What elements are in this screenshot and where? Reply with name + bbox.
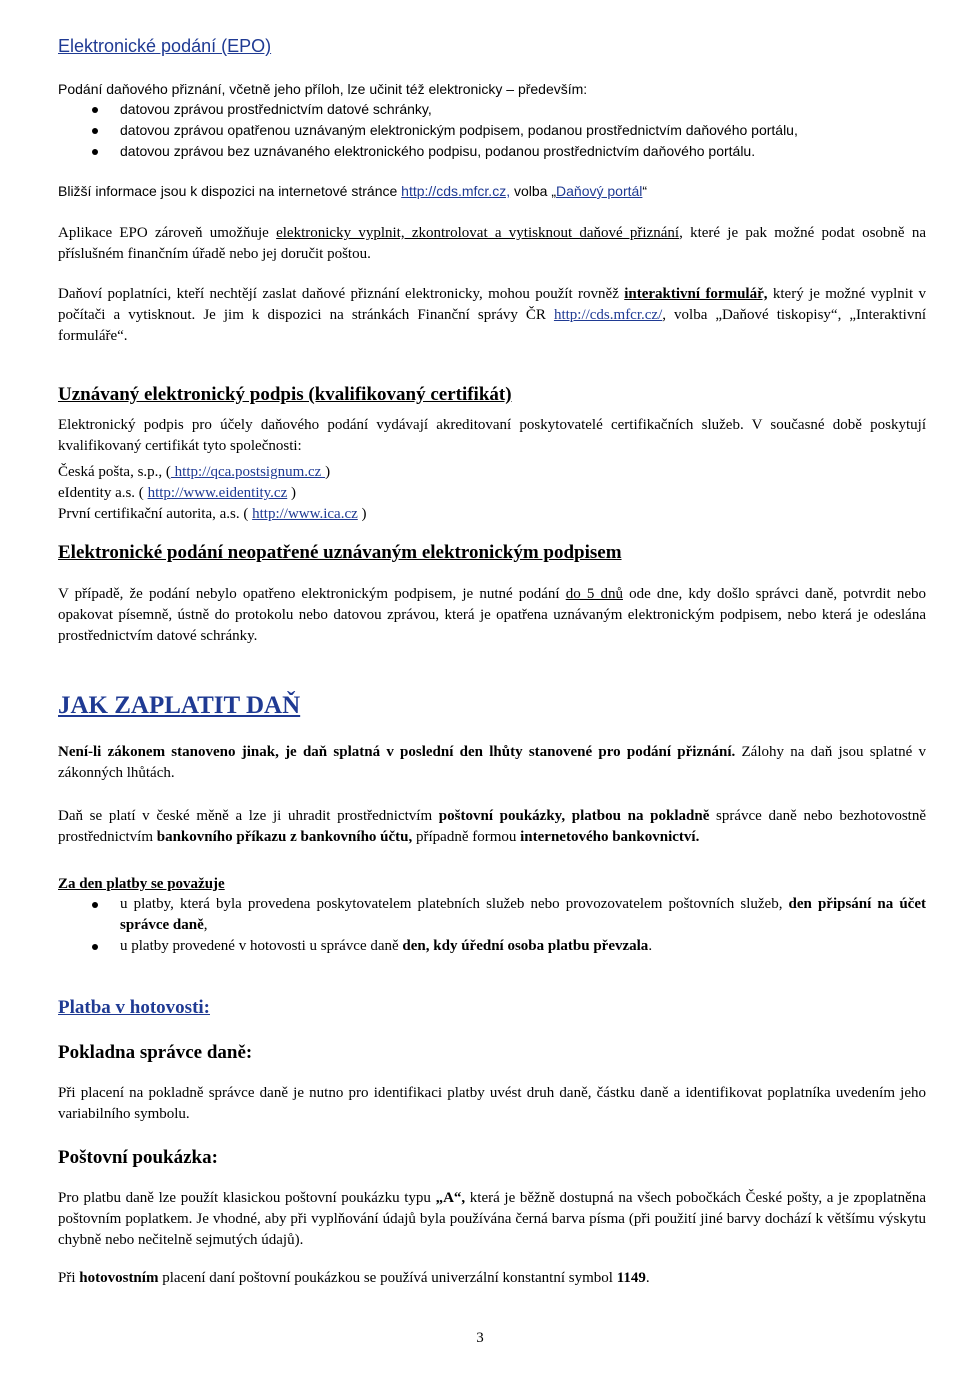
due-bold: Není-li zákonem stanoveno jinak, je daň splatná v poslední den lhůty stanovené pro podání přiznání.	[58, 744, 736, 760]
bullet-icon	[92, 107, 98, 113]
bold-text: hotovostním	[79, 1270, 159, 1286]
text: Pro platbu daně lze použít klasickou poštovní poukázku typu	[58, 1190, 436, 1206]
text: .	[648, 938, 653, 954]
text: u platby, která byla provedena poskytovatelem platebních služeb nebo provozovatelem poštovních služeb,	[120, 896, 789, 912]
list-item	[58, 894, 926, 936]
unsigned-heading: Elektronické podání neopatřené uznávaným elektronickým podpisem	[58, 542, 622, 563]
text: případně formou	[412, 829, 521, 845]
bold-text: den, kdy úřední osoba platbu převzala	[402, 938, 649, 954]
text: Daň se platí v české měně a lze ji uhradit prostřednictvím	[58, 808, 439, 824]
info-text: “	[642, 183, 648, 199]
cash-heading: Platba v hotovosti:	[58, 997, 210, 1018]
text: u platby provedené v hotovosti u správce daně	[120, 938, 403, 954]
text: která je běžně dostupná na všech pobočkách České pošty, a je zpoplatněna poštovním poplatkem. Je vhodné, aby při vyplňování údajů byla používána černá barva písma (při použití jiné barvy dochází k většímu výskytu chybně nebo nečitelně sejmutých údajů).	[58, 1190, 926, 1248]
postsignum-link[interactable]: http://qca.postsignum.cz	[170, 464, 326, 480]
text: který je možné vyplnit v počítači a vytisknout. Je jim k dispozici na stránkách Finanční správy ČR	[58, 286, 926, 323]
pay-methods-text	[58, 806, 926, 848]
payment-day-list	[58, 894, 926, 957]
bold-text: bankovního příkazu z bankovního účtu,	[156, 829, 413, 845]
epo-taxpayers-paragraph	[58, 284, 926, 347]
constant-symbol: 1149	[616, 1270, 646, 1286]
list-item	[58, 120, 926, 141]
text: Při	[58, 1270, 80, 1286]
ica-link[interactable]: http://www.ica.cz	[252, 506, 358, 522]
epo-bullet-list	[58, 99, 926, 162]
postal-heading: Poštovní poukázka:	[58, 1147, 218, 1168]
payment-day-heading: Za den platby se považuje	[58, 876, 225, 892]
info-text: Bližší informace jsou k dispozici na internetové stránce	[58, 183, 402, 199]
office-heading: Pokladna správce daně:	[58, 1042, 253, 1063]
provider-name: eIdentity a.s. (	[58, 485, 148, 501]
provider-end: )	[325, 464, 331, 480]
provider-row	[58, 483, 926, 504]
list-item	[58, 99, 926, 120]
epo-heading: Elektronické podání (EPO)	[58, 36, 272, 56]
bullet-icon	[92, 944, 98, 950]
text: Aplikace EPO zároveň umožňuje	[58, 225, 277, 241]
pay-due-text	[58, 742, 926, 784]
provider-end: )	[357, 506, 367, 522]
text: správce daně nebo bezhotovostně prostřednictvím	[58, 808, 926, 845]
interactive-form-link[interactable]: interaktivní formulář,	[624, 286, 768, 302]
text: Daňoví poplatníci, kteří nechtějí zaslat daňové přiznání elektronicky, mohou použít rovněž	[58, 286, 625, 302]
symbol-text	[58, 1268, 926, 1289]
office-text: Při placení na pokladně správce daně je nutno pro identifikaci platby uvést druh daně, částku daně a identifikovat poplatníka uvedením jeho variabilního symbolu.	[58, 1085, 926, 1122]
unsigned-text	[58, 584, 926, 647]
cds-link[interactable]: http://cds.mfcr.cz,	[401, 183, 511, 199]
provider-list	[58, 462, 926, 525]
epo-intro: Podání daňového přiznání, včetně jeho příloh, lze učinit též elektronicky – především:	[58, 81, 588, 97]
bullet-text: datovou zprávou bez uznávaného elektronického podpisu, podanou prostřednictvím daňového portálu.	[120, 143, 756, 159]
bold-text: den připsání na účet správce daně	[120, 896, 926, 933]
provider-row	[58, 462, 926, 483]
bold-text: internetového bankovnictví.	[520, 829, 700, 845]
provider-name: Česká pošta, s.p., (	[58, 464, 171, 480]
bullet-text: datovou zprávou opatřenou uznávaným elektronickým podpisem, podanou prostřednictvím daňového portálu,	[120, 122, 798, 138]
bold-text: poštovní poukázky, platbou na pokladně	[438, 808, 710, 824]
tax-portal-link[interactable]: Daňový portál	[556, 183, 643, 199]
postal-text	[58, 1188, 926, 1251]
provider-row	[58, 504, 926, 525]
text: ,	[203, 917, 208, 933]
bold-text: „A“,	[435, 1190, 466, 1206]
fill-form-link[interactable]: elektronicky vyplnit, zkontrolovat a vytisknout daňové přiznání	[276, 225, 680, 241]
pay-heading: JAK ZAPLATIT DAŇ	[58, 692, 301, 719]
due-rest: Zálohy na daň jsou splatné v zákonných lhůtách.	[58, 744, 926, 781]
text: , které je pak možné podat osobně na příslušném finančním úřadě nebo jej doručit poštou.	[58, 225, 926, 262]
text: ode dne, kdy došlo správci daně, potvrdit nebo opakovat písemně, ústně do protokolu nebo datovou zprávou, která je opatřena uznávaným elektronickým podpisem, nebo která je odeslána prostřednictvím datové schránky.	[58, 586, 926, 644]
text: placení daní poštovní poukázkou se používá univerzální konstantní symbol	[158, 1270, 617, 1286]
text: V případě, že podání nebylo opatřeno elektronickým podpisem, je nutné podání	[58, 586, 566, 602]
deadline: do 5 dnů	[565, 586, 623, 602]
provider-name: První certifikační autorita, a.s. (	[58, 506, 253, 522]
text: .	[645, 1270, 650, 1286]
epo-info	[58, 181, 926, 202]
list-item	[58, 936, 926, 957]
bullet-text: datovou zprávou prostřednictvím datové schránky,	[120, 101, 432, 117]
info-text: volba „	[510, 183, 557, 199]
signature-heading: Uznávaný elektronický podpis (kvalifikovaný certifikát)	[58, 384, 512, 405]
text: , volba „Daňové tiskopisy“, „Interaktivní formuláře“.	[58, 307, 926, 344]
signature-text: Elektronický podpis pro účely daňového podání vydávají akreditovaní poskytovatelé certifikačních služeb. V současné době poskytují kvalifikovaný certifikát tyto společnosti:	[58, 417, 926, 454]
eidentity-link[interactable]: http://www.eidentity.cz	[147, 485, 288, 501]
epo-app-paragraph	[58, 223, 926, 265]
bullet-icon	[92, 149, 98, 155]
list-item	[58, 141, 926, 162]
page-number: 3	[476, 1330, 484, 1346]
provider-end: )	[287, 485, 296, 501]
bullet-icon	[92, 128, 98, 134]
cds-link-2[interactable]: http://cds.mfcr.cz/	[553, 307, 663, 323]
bullet-icon	[92, 902, 98, 908]
